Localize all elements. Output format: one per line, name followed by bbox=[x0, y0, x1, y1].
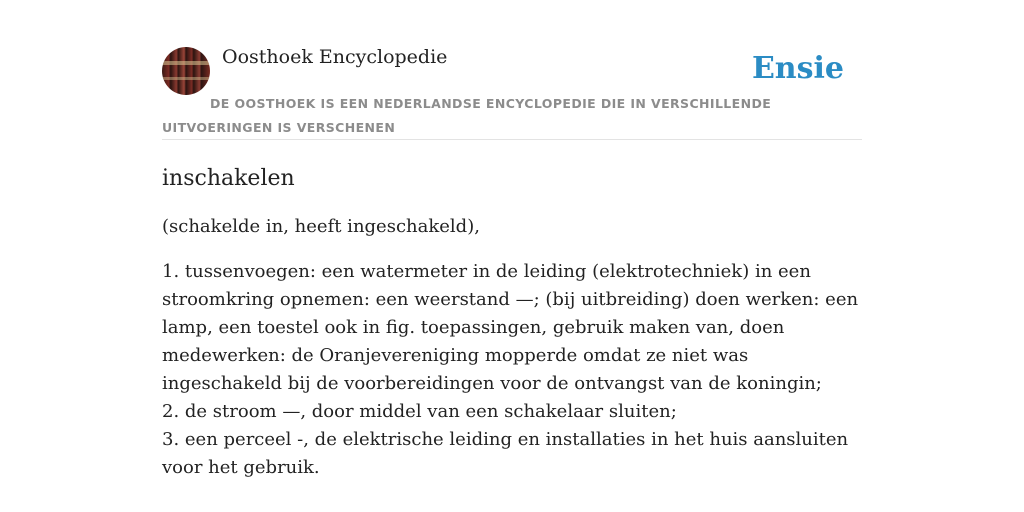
encyclopedia-books-avatar[interactable] bbox=[162, 47, 210, 95]
definition-item: 1. tussenvoegen: een watermeter in de leiding (elektrotechniek) in een stroomkring opnemen: een weerstand —; (bij uitbreiding) doen werken: een lamp, een toestel ook in fig. toepassingen, gebruik maken van, doen medewerken: de Oranjevereniging mopperde omdat ze niet was ingeschakeld bij de voorbereidingen voor de ontvangst van de koningin; bbox=[162, 261, 859, 394]
entry-forms: (schakelde in, heeft ingeschakeld), bbox=[162, 216, 480, 237]
definition-item: 3. een perceel -, de elektrische leiding en installaties in het huis aansluiten voor het gebruik. bbox=[162, 429, 849, 478]
entry-definition bbox=[162, 258, 862, 482]
definition-item: 2. de stroom —, door middel van een schakelaar sluiten; bbox=[162, 401, 677, 422]
source-tagline: DE OOSTHOEK IS EEN NEDERLANDSE ENCYCLOPEDIE DIE IN VERSCHILLENDE UITVOERINGEN IS VERSCHENEN bbox=[162, 96, 772, 135]
ensie-logo-link[interactable]: Ensie bbox=[751, 51, 844, 86]
entry-term: inschakelen bbox=[162, 166, 295, 191]
entry-card bbox=[162, 44, 862, 482]
header bbox=[162, 44, 862, 140]
source-name-link[interactable]: Oosthoek Encyclopedie bbox=[222, 46, 448, 68]
